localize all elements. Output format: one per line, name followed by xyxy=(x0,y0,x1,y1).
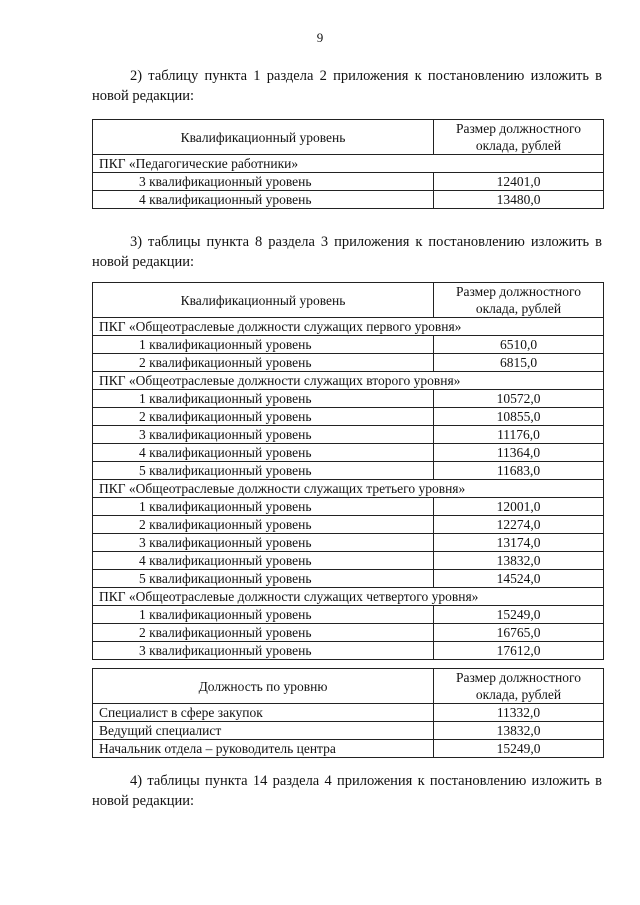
level-cell: 1 квалификационный уровень xyxy=(93,336,434,354)
level-cell: 1 квалификационный уровень xyxy=(93,390,434,408)
salary-table-pedagogical xyxy=(92,119,604,209)
level-cell: 1 квалификационный уровень xyxy=(93,498,434,516)
table-row xyxy=(93,173,604,191)
position-cell: Специалист в сфере закупок xyxy=(93,704,434,722)
table-row xyxy=(93,552,604,570)
salary-cell: 10855,0 xyxy=(434,408,604,426)
salary-cell: 13480,0 xyxy=(434,191,604,209)
level-cell: 2 квалификационный уровень xyxy=(93,408,434,426)
table-row xyxy=(93,534,604,552)
table-row xyxy=(93,444,604,462)
level-cell: 2 квалификационный уровень xyxy=(93,516,434,534)
salary-cell: 10572,0 xyxy=(434,390,604,408)
header-qualification-level: Квалификационный уровень xyxy=(93,283,434,318)
group-row: ПКГ «Общеотраслевые должности служащих второго уровня» xyxy=(93,372,604,390)
table-row xyxy=(93,704,604,722)
table-row xyxy=(93,516,604,534)
salary-cell: 11683,0 xyxy=(434,462,604,480)
table-row xyxy=(93,426,604,444)
table-row xyxy=(93,354,604,372)
paragraph-text: 4) таблицы пункта 14 раздела 4 приложения к постановлению изложить в новой редакции: xyxy=(92,773,602,809)
paragraph-table3-intro xyxy=(92,771,602,811)
salary-table-positions xyxy=(92,668,604,758)
header-salary: Размер должностного оклада, рублей xyxy=(434,283,604,318)
paragraph-table1-intro xyxy=(92,66,602,106)
salary-table-general xyxy=(92,282,604,660)
table-row xyxy=(93,498,604,516)
paragraph-text: 2) таблицу пункта 1 раздела 2 приложения к постановлению изложить в новой редакции: xyxy=(92,68,602,104)
position-cell: Ведущий специалист xyxy=(93,722,434,740)
level-cell: 3 квалификационный уровень xyxy=(93,642,434,660)
salary-cell: 11332,0 xyxy=(434,704,604,722)
salary-cell: 12274,0 xyxy=(434,516,604,534)
salary-cell: 6815,0 xyxy=(434,354,604,372)
salary-cell: 14524,0 xyxy=(434,570,604,588)
level-cell: 5 квалификационный уровень xyxy=(93,570,434,588)
level-cell: 4 квалификационный уровень xyxy=(93,191,434,209)
group-row: ПКГ «Общеотраслевые должности служащих третьего уровня» xyxy=(93,480,604,498)
paragraph-text: 3) таблицы пункта 8 раздела 3 приложения к постановлению изложить в новой редакции: xyxy=(92,234,602,270)
page-number: 9 xyxy=(316,30,324,45)
salary-cell: 15249,0 xyxy=(434,740,604,758)
table-row xyxy=(93,390,604,408)
table-row xyxy=(93,606,604,624)
table-row xyxy=(93,722,604,740)
group-row: ПКГ «Общеотраслевые должности служащих четвертого уровня» xyxy=(93,588,604,606)
table-row xyxy=(93,191,604,209)
header-salary: Размер должностного оклада, рублей xyxy=(434,120,604,155)
level-cell: 3 квалификационный уровень xyxy=(93,534,434,552)
salary-cell: 12401,0 xyxy=(434,173,604,191)
group-row: ПКГ «Педагогические работники» xyxy=(93,155,604,173)
level-cell: 1 квалификационный уровень xyxy=(93,606,434,624)
table-row xyxy=(93,408,604,426)
level-cell: 4 квалификационный уровень xyxy=(93,444,434,462)
level-cell: 3 квалификационный уровень xyxy=(93,426,434,444)
table-row xyxy=(93,642,604,660)
salary-cell: 13832,0 xyxy=(434,722,604,740)
group-row: ПКГ «Общеотраслевые должности служащих первого уровня» xyxy=(93,318,604,336)
level-cell: 2 квалификационный уровень xyxy=(93,354,434,372)
salary-cell: 12001,0 xyxy=(434,498,604,516)
salary-cell: 16765,0 xyxy=(434,624,604,642)
table-row xyxy=(93,740,604,758)
salary-cell: 13174,0 xyxy=(434,534,604,552)
position-cell: Начальник отдела – руководитель центра xyxy=(93,740,434,758)
level-cell: 4 квалификационный уровень xyxy=(93,552,434,570)
table-row xyxy=(93,462,604,480)
table-row xyxy=(93,570,604,588)
table-row xyxy=(93,336,604,354)
level-cell: 3 квалификационный уровень xyxy=(93,173,434,191)
header-qualification-level: Квалификационный уровень xyxy=(93,120,434,155)
salary-cell: 6510,0 xyxy=(434,336,604,354)
paragraph-table2-intro xyxy=(92,232,602,272)
salary-cell: 17612,0 xyxy=(434,642,604,660)
header-salary: Размер должностного оклада, рублей xyxy=(434,669,604,704)
salary-cell: 11176,0 xyxy=(434,426,604,444)
level-cell: 5 квалификационный уровень xyxy=(93,462,434,480)
salary-cell: 15249,0 xyxy=(434,606,604,624)
salary-cell: 13832,0 xyxy=(434,552,604,570)
header-position: Должность по уровню xyxy=(93,669,434,704)
level-cell: 2 квалификационный уровень xyxy=(93,624,434,642)
salary-cell: 11364,0 xyxy=(434,444,604,462)
table-row xyxy=(93,624,604,642)
